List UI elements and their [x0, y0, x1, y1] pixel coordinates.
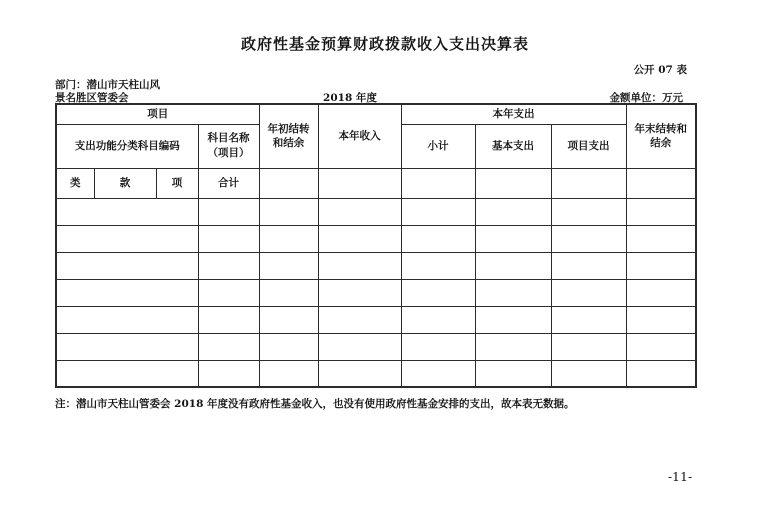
empty-cell	[318, 225, 401, 252]
empty-cell	[475, 279, 551, 306]
empty-cell	[198, 198, 259, 225]
empty-cell	[551, 333, 626, 360]
empty-cell	[626, 306, 696, 333]
empty-cell	[56, 252, 198, 279]
empty-cell	[626, 252, 696, 279]
empty-cell	[475, 306, 551, 333]
header-row-1	[56, 104, 696, 124]
empty-cell	[56, 333, 198, 360]
empty-cell	[551, 360, 626, 387]
header-current-expense: 本年支出	[401, 104, 626, 124]
empty-cell	[401, 360, 475, 387]
empty-cell	[318, 252, 401, 279]
empty-cell	[626, 168, 696, 198]
empty-cell	[475, 168, 551, 198]
empty-cell	[401, 225, 475, 252]
empty-cell	[551, 198, 626, 225]
header-basic-expense: 基本支出	[475, 124, 551, 168]
header-row-3	[56, 168, 696, 198]
header-closing-balance: 年末结转和结余	[626, 104, 696, 168]
header-function-code: 支出功能分类科目编码	[56, 124, 198, 168]
empty-cell	[475, 360, 551, 387]
table-row	[56, 306, 696, 333]
empty-cell	[401, 333, 475, 360]
empty-cell	[318, 198, 401, 225]
empty-cell	[259, 198, 318, 225]
empty-cell	[318, 333, 401, 360]
empty-cell	[56, 306, 198, 333]
empty-cell	[626, 198, 696, 225]
table-row	[56, 252, 696, 279]
fiscal-year-label: 2018 年度	[323, 92, 377, 104]
header-col-item: 项	[156, 168, 198, 198]
empty-cell	[551, 252, 626, 279]
empty-cell	[318, 306, 401, 333]
table-row	[56, 360, 696, 387]
department-label-line2: 景名胜区管委会	[55, 92, 129, 104]
header-project-expense: 项目支出	[551, 124, 626, 168]
table-row	[56, 198, 696, 225]
header-subject-name: 科目名称（项目）	[198, 124, 259, 168]
page-number: -11-	[667, 469, 693, 484]
empty-cell	[626, 279, 696, 306]
empty-cell	[401, 306, 475, 333]
header-subtotal: 小计	[401, 124, 475, 168]
empty-cell	[259, 225, 318, 252]
empty-cell	[401, 252, 475, 279]
empty-cell	[318, 279, 401, 306]
empty-cell	[198, 225, 259, 252]
empty-cell	[626, 333, 696, 360]
empty-cell	[626, 225, 696, 252]
empty-cell	[551, 279, 626, 306]
empty-cell	[318, 360, 401, 387]
empty-cell	[318, 168, 401, 198]
empty-cell	[198, 360, 259, 387]
empty-cell	[475, 252, 551, 279]
empty-cell	[401, 168, 475, 198]
empty-cell	[475, 225, 551, 252]
empty-cell	[401, 198, 475, 225]
empty-cell	[259, 333, 318, 360]
footnote: 注：潜山市天柱山管委会 2018 年度没有政府性基金收入，也没有使用政府性基金安排的支出，故本表无数据。	[55, 398, 575, 410]
empty-cell	[56, 225, 198, 252]
empty-cell	[259, 360, 318, 387]
table-row	[56, 279, 696, 306]
empty-cell	[551, 168, 626, 198]
empty-cell	[475, 198, 551, 225]
fund-budget-table	[55, 103, 697, 388]
amount-unit-label: 金额单位：万元	[609, 92, 683, 104]
header-col-total: 合计	[198, 168, 259, 198]
empty-cell	[198, 306, 259, 333]
form-code-label: 公开 07 表	[633, 64, 687, 76]
header-opening-balance: 年初结转和结余	[259, 104, 318, 168]
empty-cell	[259, 168, 318, 198]
department-label-line1: 部门：潜山市天柱山风	[55, 79, 160, 91]
empty-cell	[259, 279, 318, 306]
empty-cell	[56, 279, 198, 306]
empty-cell	[198, 333, 259, 360]
header-col-section: 款	[94, 168, 156, 198]
header-col-class: 类	[56, 168, 94, 198]
empty-cell	[259, 252, 318, 279]
empty-cell	[551, 225, 626, 252]
table-row	[56, 225, 696, 252]
empty-cell	[401, 279, 475, 306]
page-title: 政府性基金预算财政拨款收入支出决算表	[240, 35, 529, 53]
empty-cell	[198, 252, 259, 279]
header-current-income: 本年收入	[318, 104, 401, 168]
empty-cell	[626, 360, 696, 387]
empty-cell	[551, 306, 626, 333]
empty-cell	[198, 279, 259, 306]
table-row	[56, 333, 696, 360]
empty-cell	[56, 360, 198, 387]
empty-cell	[259, 306, 318, 333]
empty-cell	[475, 333, 551, 360]
empty-cell	[56, 198, 198, 225]
header-project: 项目	[56, 104, 259, 124]
